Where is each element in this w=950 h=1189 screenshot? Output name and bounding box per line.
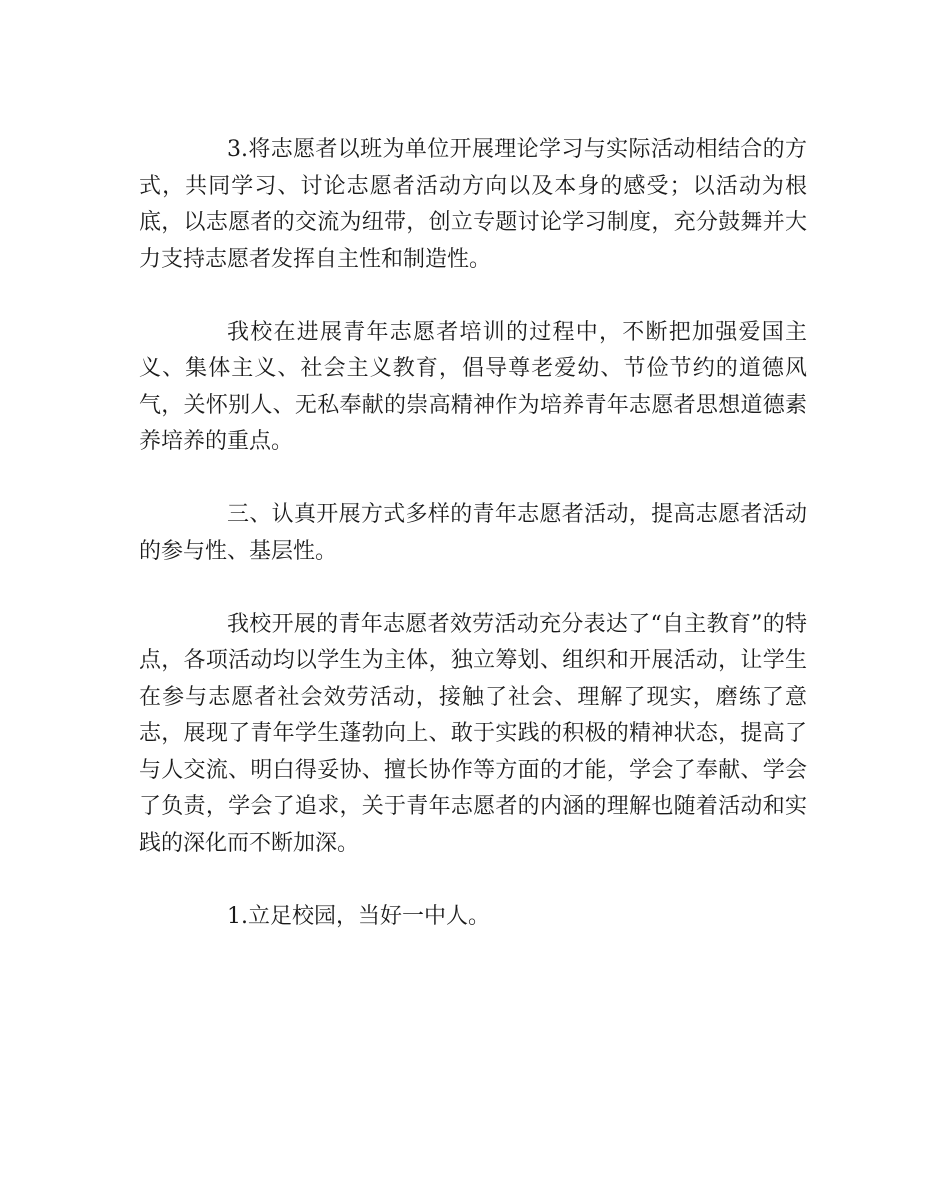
paragraph-volunteer-study-method: 3.将志愿者以班为单位开展理论学习与实际活动相结合的方式，共同学习、讨论志愿者活动方向以及本身的感受；以活动为根底，以志愿者的交流为纽带，创立专题讨论学习制度，充分鼓舞并大力支持志愿者发挥自主性和制造性。 — [139, 137, 807, 272]
document-body — [139, 132, 807, 935]
section-heading-activities: 三、认真开展方式多样的青年志愿者活动，提高志愿者活动的参与性、基层性。 — [139, 502, 807, 564]
paragraph-self-education: 我校开展的青年志愿者效劳活动充分表达了“自主教育”的特点，各项活动均以学生为主体，独立筹划、组织和开展活动，让学生在参与志愿者社会效劳活动，接触了社会、理解了现实，磨练了意志，展现了青年学生蓬勃向上、敢于实践的积极的精神状态，提高了与人交流、明白得妥协、擅长协作等方面的才能，学会了奉献、学会了负责，学会了追求，关于青年志愿者的内涵的理解也随着活动和实践的深化而不断加深。 — [139, 611, 807, 856]
list-item-campus: 1.立足校园，当好一中人。 — [227, 903, 490, 929]
paragraph-volunteer-training: 我校在进展青年志愿者培训的过程中，不断把加强爱国主义、集体主义、社会主义教育，倡导尊老爱幼、节俭节约的道德风气，关怀别人、无私奉献的崇高精神作为培养青年志愿者思想道德素养培养的重点。 — [139, 319, 807, 454]
